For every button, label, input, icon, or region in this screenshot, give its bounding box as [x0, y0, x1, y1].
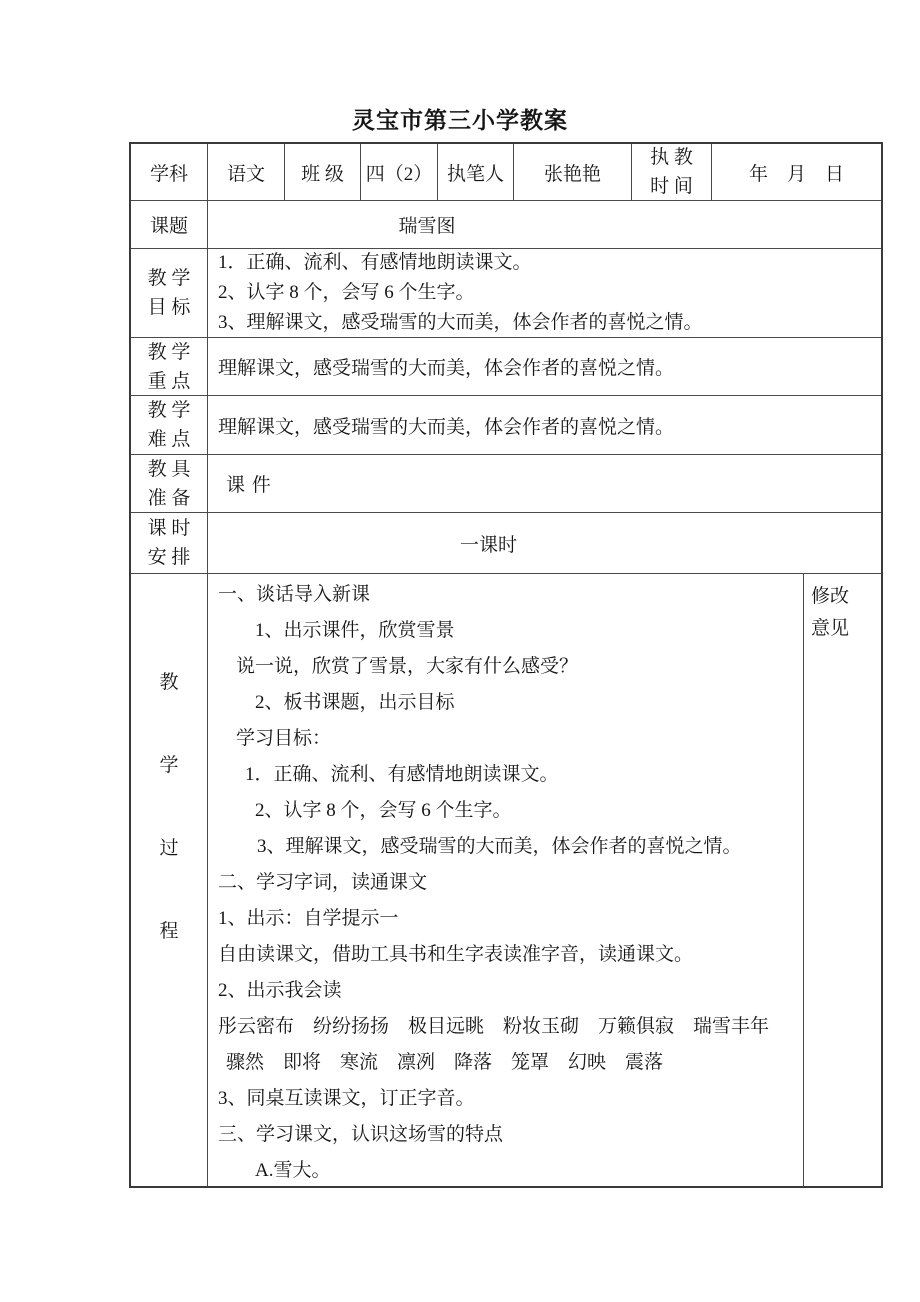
schedule-content-cell: 一课时 [459, 534, 517, 556]
process-line: 自由读课文，借助工具书和生字表读准字音，读通课文。 [218, 944, 694, 965]
topic-row [131, 201, 881, 249]
schedule-row [131, 513, 881, 574]
header-row [131, 144, 881, 201]
process-line: 彤云密布 纷纷扬扬 极目远眺 粉妆玉砌 万籁俱寂 瑞雪丰年 [218, 1016, 770, 1037]
objectives-label-cell [131, 249, 208, 337]
schedule-label-cell [131, 513, 208, 573]
process-line: 一、谈话导入新课 [218, 584, 371, 605]
process-label-char: 教 [159, 672, 179, 693]
writer-value-cell: 张艳艳 [514, 144, 632, 200]
subject-value-cell: 语文 [208, 144, 285, 200]
process-line: A.雪大。 [255, 1160, 331, 1181]
process-line: 1、出示：自学提示一 [218, 908, 399, 929]
process-line: 骤然 即将 寒流 凛冽 降落 笼罩 幻映 震落 [226, 1052, 664, 1073]
process-line: 1．正确、流利、有感情地朗读课文。 [245, 764, 559, 785]
objective-item: 1．正确、流利、有感情地朗读课文。 [218, 252, 532, 273]
aids-content-cell: 课 件 [226, 475, 272, 496]
teach-time-label-cell [632, 144, 712, 200]
process-line: 2、认字 8 个，会写 6 个生字。 [255, 800, 512, 821]
focus-row [131, 338, 881, 396]
objective-item: 3、理解课文，感受瑞雪的大而美，体会作者的喜悦之情。 [218, 312, 703, 333]
process-line: 2、出示我会读 [218, 980, 342, 1001]
difficulty-row [131, 396, 881, 455]
objectives-label-line1: 教 学 [147, 268, 191, 289]
revision-column-cell [804, 574, 881, 1186]
difficulty-label-cell [131, 396, 208, 454]
process-line: 二、学习字词，读通课文 [218, 872, 428, 893]
process-line: 学习目标： [236, 728, 332, 749]
process-line: 3、理解课文，感受瑞雪的大而美，体会作者的喜悦之情。 [257, 836, 742, 857]
topic-label-cell: 课题 [131, 201, 208, 248]
process-line: 说一说，欣赏了雪景，大家有什么感受？ [236, 656, 579, 677]
aids-row [131, 455, 881, 513]
lesson-plan-table [129, 142, 883, 1188]
process-content-cell [208, 574, 804, 1186]
aids-label-cell [131, 455, 208, 512]
process-label-char: 程 [159, 921, 179, 942]
difficulty-label-line2: 难 点 [147, 429, 191, 450]
process-label-char: 学 [159, 755, 179, 776]
objective-item: 2、认字 8 个，会写 6 个生字。 [218, 282, 475, 303]
subject-label-cell: 学科 [131, 144, 208, 200]
process-line: 2、板书课题，出示目标 [255, 692, 455, 713]
difficulty-content-cell: 理解课文，感受瑞雪的大而美，体会作者的喜悦之情。 [218, 416, 675, 438]
aids-label-line2: 准 备 [147, 487, 191, 509]
teach-time-label-line2: 时 间 [650, 176, 693, 197]
focus-content-cell: 理解课文，感受瑞雪的大而美，体会作者的喜悦之情。 [218, 358, 675, 379]
class-label-cell: 班 级 [285, 144, 361, 200]
process-line: 3、同桌互读课文，订正字音。 [218, 1088, 475, 1109]
page-title: 灵宝市第三小学教案 [352, 107, 568, 133]
revision-label-line2: 意见 [811, 618, 850, 639]
difficulty-label-line1: 教 学 [147, 400, 191, 421]
writer-label-cell: 执笔人 [438, 144, 514, 200]
objectives-label-line2: 目 标 [147, 297, 191, 318]
objectives-row [131, 249, 881, 338]
aids-label-line1: 教 具 [147, 458, 191, 480]
objectives-content-cell [208, 249, 881, 337]
revision-label-line1: 修改 [811, 586, 850, 607]
process-label-char: 过 [159, 838, 179, 859]
schedule-label-line1: 课 时 [147, 518, 191, 539]
focus-label-cell [131, 338, 208, 395]
process-line: 1、出示课件，欣赏雪景 [255, 620, 455, 641]
focus-label-line1: 教 学 [147, 341, 191, 363]
teach-time-label-line1: 执 教 [650, 147, 693, 168]
teach-time-value-cell: 年 月 日 [748, 163, 844, 185]
process-label-cell [131, 574, 208, 1186]
class-value-cell: 四（2） [361, 144, 438, 200]
process-row [131, 574, 881, 1186]
topic-value-cell: 瑞雪图 [398, 216, 456, 237]
focus-label-line2: 重 点 [147, 370, 191, 392]
process-line: 三、学习课文，认识这场雪的特点 [218, 1124, 504, 1145]
schedule-label-line2: 安 排 [147, 547, 191, 568]
